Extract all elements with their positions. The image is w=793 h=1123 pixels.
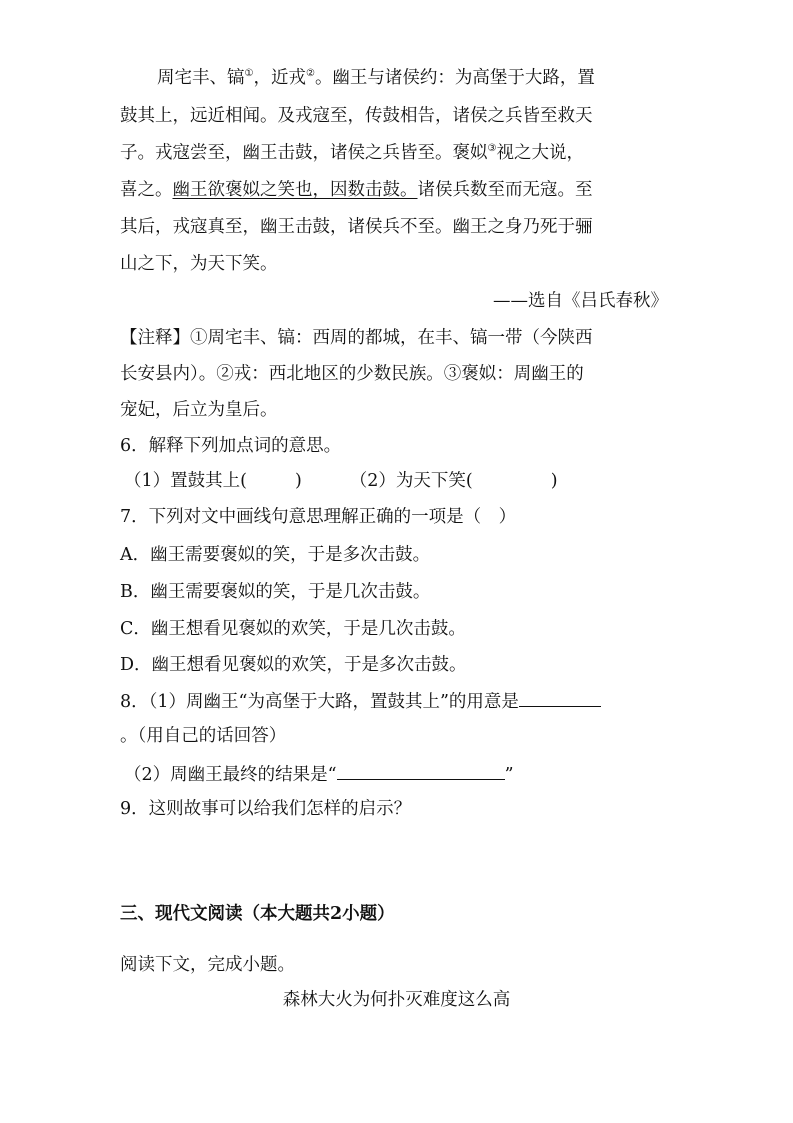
passage-source: ——选自《吕氏春秋》 [493, 291, 668, 311]
passage-line-2: 鼓其上，远近相闻。及戎寇至，传鼓相告，诸侯之兵皆至救天 [120, 106, 593, 126]
question-8-2: （2）周幽王最终的结果是“ ” [124, 761, 672, 787]
notes-line-2: 长安县内）。②戎：西北地区的少数民族。③褒姒：周幽王的 [120, 364, 584, 384]
question-6-1: （1）置鼓其上( [124, 471, 247, 491]
question-6-2: （2）为天下笑( [349, 471, 473, 491]
option-a: A．幽王需要褒姒的笑，于是多次击鼓。 [120, 545, 431, 565]
passage-line-5: 其后，戎寇真至，幽王击鼓，诸侯兵不至。幽王之身乃死于骊 [120, 217, 593, 237]
footnote-mark-1: ① [244, 68, 254, 80]
question-8-1-continued: 。（用自己的话回答） [120, 726, 287, 746]
notes-line-1: 【注释】①周宅丰、镐：西周的都城，在丰、镐一带（今陕西 [120, 328, 593, 348]
section-instruction: 阅读下文，完成小题。 [120, 955, 295, 975]
question-9: 9．这则故事可以给我们怎样的启示？ [120, 799, 412, 819]
question-6: 6．解释下列加点词的意思。 [120, 436, 342, 456]
underlined-sentence: 幽王欲褒姒之笑也，因数击鼓。 [172, 180, 418, 200]
question-8-1: 8．（1）周幽王“为高堡于大路，置鼓其上”的用意是 [120, 688, 668, 714]
answer-blank-8-2[interactable] [337, 761, 505, 780]
option-c: C．幽王想看见褒姒的欢笑，于是几次击鼓。 [120, 619, 466, 639]
passage-line-6: 山之下，为天下笑。 [120, 254, 278, 274]
question-6-items: （1）置鼓其上( ) （2）为天下笑( ) [124, 471, 558, 491]
passage-line-3: 子。戎寇尝至，幽王击鼓，诸侯之兵皆至。褒姒③视之大说， [120, 143, 584, 163]
question-7: 7．下列对文中画线句意思理解正确的一项是（ ） [120, 507, 517, 527]
passage-line-4: 喜之。幽王欲褒姒之笑也，因数击鼓。诸侯兵数至而无寇。至 [120, 180, 593, 200]
notes-line-3: 宠妃，后立为皇后。 [120, 400, 278, 420]
footnote-mark-3: ③ [487, 143, 497, 155]
option-b: B．幽王需要褒姒的笑，于是几次击鼓。 [120, 582, 431, 602]
option-d: D．幽王想看见褒姒的欢笑，于是多次击鼓。 [120, 655, 467, 675]
passage-line-1: 周宅丰、镐①，近戎②。幽王与诸侯约：为高堡于大路，置 [157, 68, 595, 88]
footnote-mark-2: ② [305, 68, 315, 80]
answer-blank-8-1[interactable] [519, 688, 601, 707]
article-title: 森林大火为何扑灭难度这么高 [282, 990, 511, 1010]
section-heading: 三、现代文阅读（本大题共2小题） [120, 904, 395, 924]
